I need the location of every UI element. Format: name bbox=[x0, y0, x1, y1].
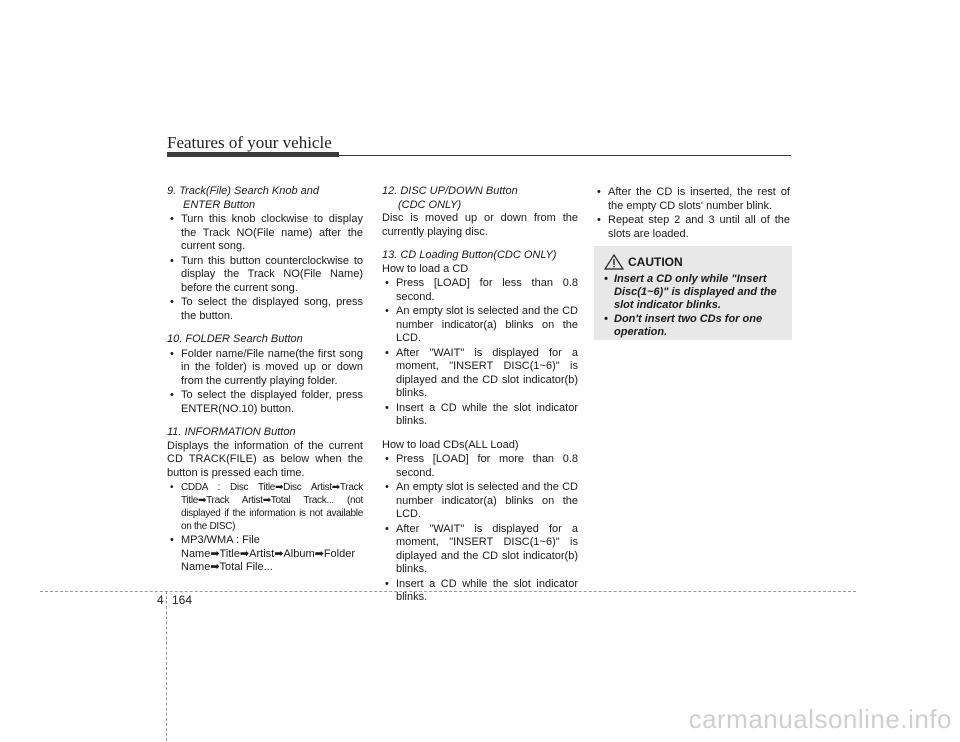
paragraph: How to load a CD bbox=[382, 262, 469, 275]
list-item: • Press [LOAD] for less than 0.8 second. bbox=[382, 277, 578, 304]
paragraph: Disc is moved up or down from the currently playing disc. bbox=[382, 212, 578, 238]
caution-box bbox=[594, 246, 792, 340]
list-item: • After "WAIT" is displayed for a moment, "INSERT DISC(1~6)" is diplayed and the CD slot indicator(b) blinks. bbox=[382, 523, 578, 577]
list-item: • After "WAIT" is displayed for a moment, "INSERT DISC(1~6)" is diplayed and the CD slot indicator(b) blinks. bbox=[382, 347, 578, 401]
caution-header bbox=[604, 254, 782, 270]
bullet-list bbox=[382, 277, 578, 429]
list-item: • Insert a CD while the slot indicator blinks. bbox=[382, 402, 578, 429]
caution-list bbox=[604, 273, 782, 339]
footer-dashed-divider bbox=[166, 591, 167, 741]
heading-disc-up-down bbox=[382, 185, 578, 212]
list-item: • Press [LOAD] for more than 0.8 second. bbox=[382, 453, 578, 480]
heading-track-search bbox=[167, 185, 363, 212]
heading-line: 12. DISC UP/DOWN Button bbox=[382, 185, 518, 197]
caution-title: CAUTION bbox=[628, 255, 683, 269]
warning-triangle-icon bbox=[604, 254, 624, 270]
header-rule-thin bbox=[339, 155, 791, 156]
list-item: • Insert a CD while the slot indicator blinks. bbox=[382, 578, 578, 605]
bullet-list bbox=[167, 213, 363, 323]
column-1 bbox=[167, 185, 363, 575]
paragraph: Displays the information of the current CD TRACK(FILE) as below when the button is pressed each time. bbox=[167, 439, 363, 479]
heading-information: 11. INFORMATION Button bbox=[167, 426, 296, 438]
list-item: • Folder name/File name(the first song in the folder) is moved up or down from the currently playing folder. bbox=[167, 348, 363, 389]
heading-line: ENTER Button bbox=[183, 198, 256, 211]
bullet-list bbox=[594, 186, 790, 241]
list-item: • Don't insert two CDs for one operation. bbox=[604, 313, 782, 339]
heading-folder-search: 10. FOLDER Search Button bbox=[167, 333, 303, 345]
list-item: • Turn this knob clockwise to display the Track NO(File name) after the current song. bbox=[167, 213, 363, 254]
list-item: • Insert a CD only while "Insert Disc(1~6)" is displayed and the slot indicator blinks. bbox=[604, 273, 782, 312]
watermark: carmanualsonline.info bbox=[688, 704, 952, 734]
paragraph: How to load CDs(ALL Load) bbox=[382, 438, 519, 451]
column-2 bbox=[382, 185, 578, 605]
page-number: 164 bbox=[172, 593, 193, 607]
page-section-title: Features of your vehicle bbox=[167, 133, 332, 152]
heading-line: (CDC ONLY) bbox=[398, 198, 462, 211]
list-item: • MP3/WMA : File Name➡Title➡Artist➡Album➡Folder Name➡Total File... bbox=[167, 534, 363, 575]
list-item: • An empty slot is selected and the CD number indicator(a) blinks on the LCD. bbox=[382, 305, 578, 346]
bullet-list bbox=[167, 481, 363, 575]
bullet-list bbox=[382, 453, 578, 605]
column-3 bbox=[594, 185, 790, 241]
header-rule-thick bbox=[167, 152, 339, 157]
list-item: • An empty slot is selected and the CD number indicator(a) blinks on the LCD. bbox=[382, 481, 578, 522]
bullet-list bbox=[167, 348, 363, 417]
list-item: • CDDA : Disc Title➡Disc Artist➡Track Title➡Track Artist➡Total Track... (not displayed if the information is not available on the DISC) bbox=[167, 481, 363, 533]
footer-dashed-rule bbox=[40, 591, 856, 592]
heading-line: 9. Track(File) Search Knob and bbox=[167, 185, 320, 197]
list-item: • Turn this button counterclockwise to display the Track NO(File Name) before the current song. bbox=[167, 255, 363, 296]
heading-cd-loading: 13. CD Loading Button(CDC ONLY) bbox=[382, 249, 557, 261]
list-item: • To select the displayed folder, press ENTER(NO.10) button. bbox=[167, 389, 363, 416]
list-item: • After the CD is inserted, the rest of the empty CD slots' number blink. bbox=[594, 186, 790, 213]
chapter-number: 4 bbox=[157, 593, 164, 607]
list-item: • Repeat step 2 and 3 until all of the slots are loaded. bbox=[594, 214, 790, 241]
list-item: • To select the displayed song, press the button. bbox=[167, 296, 363, 323]
